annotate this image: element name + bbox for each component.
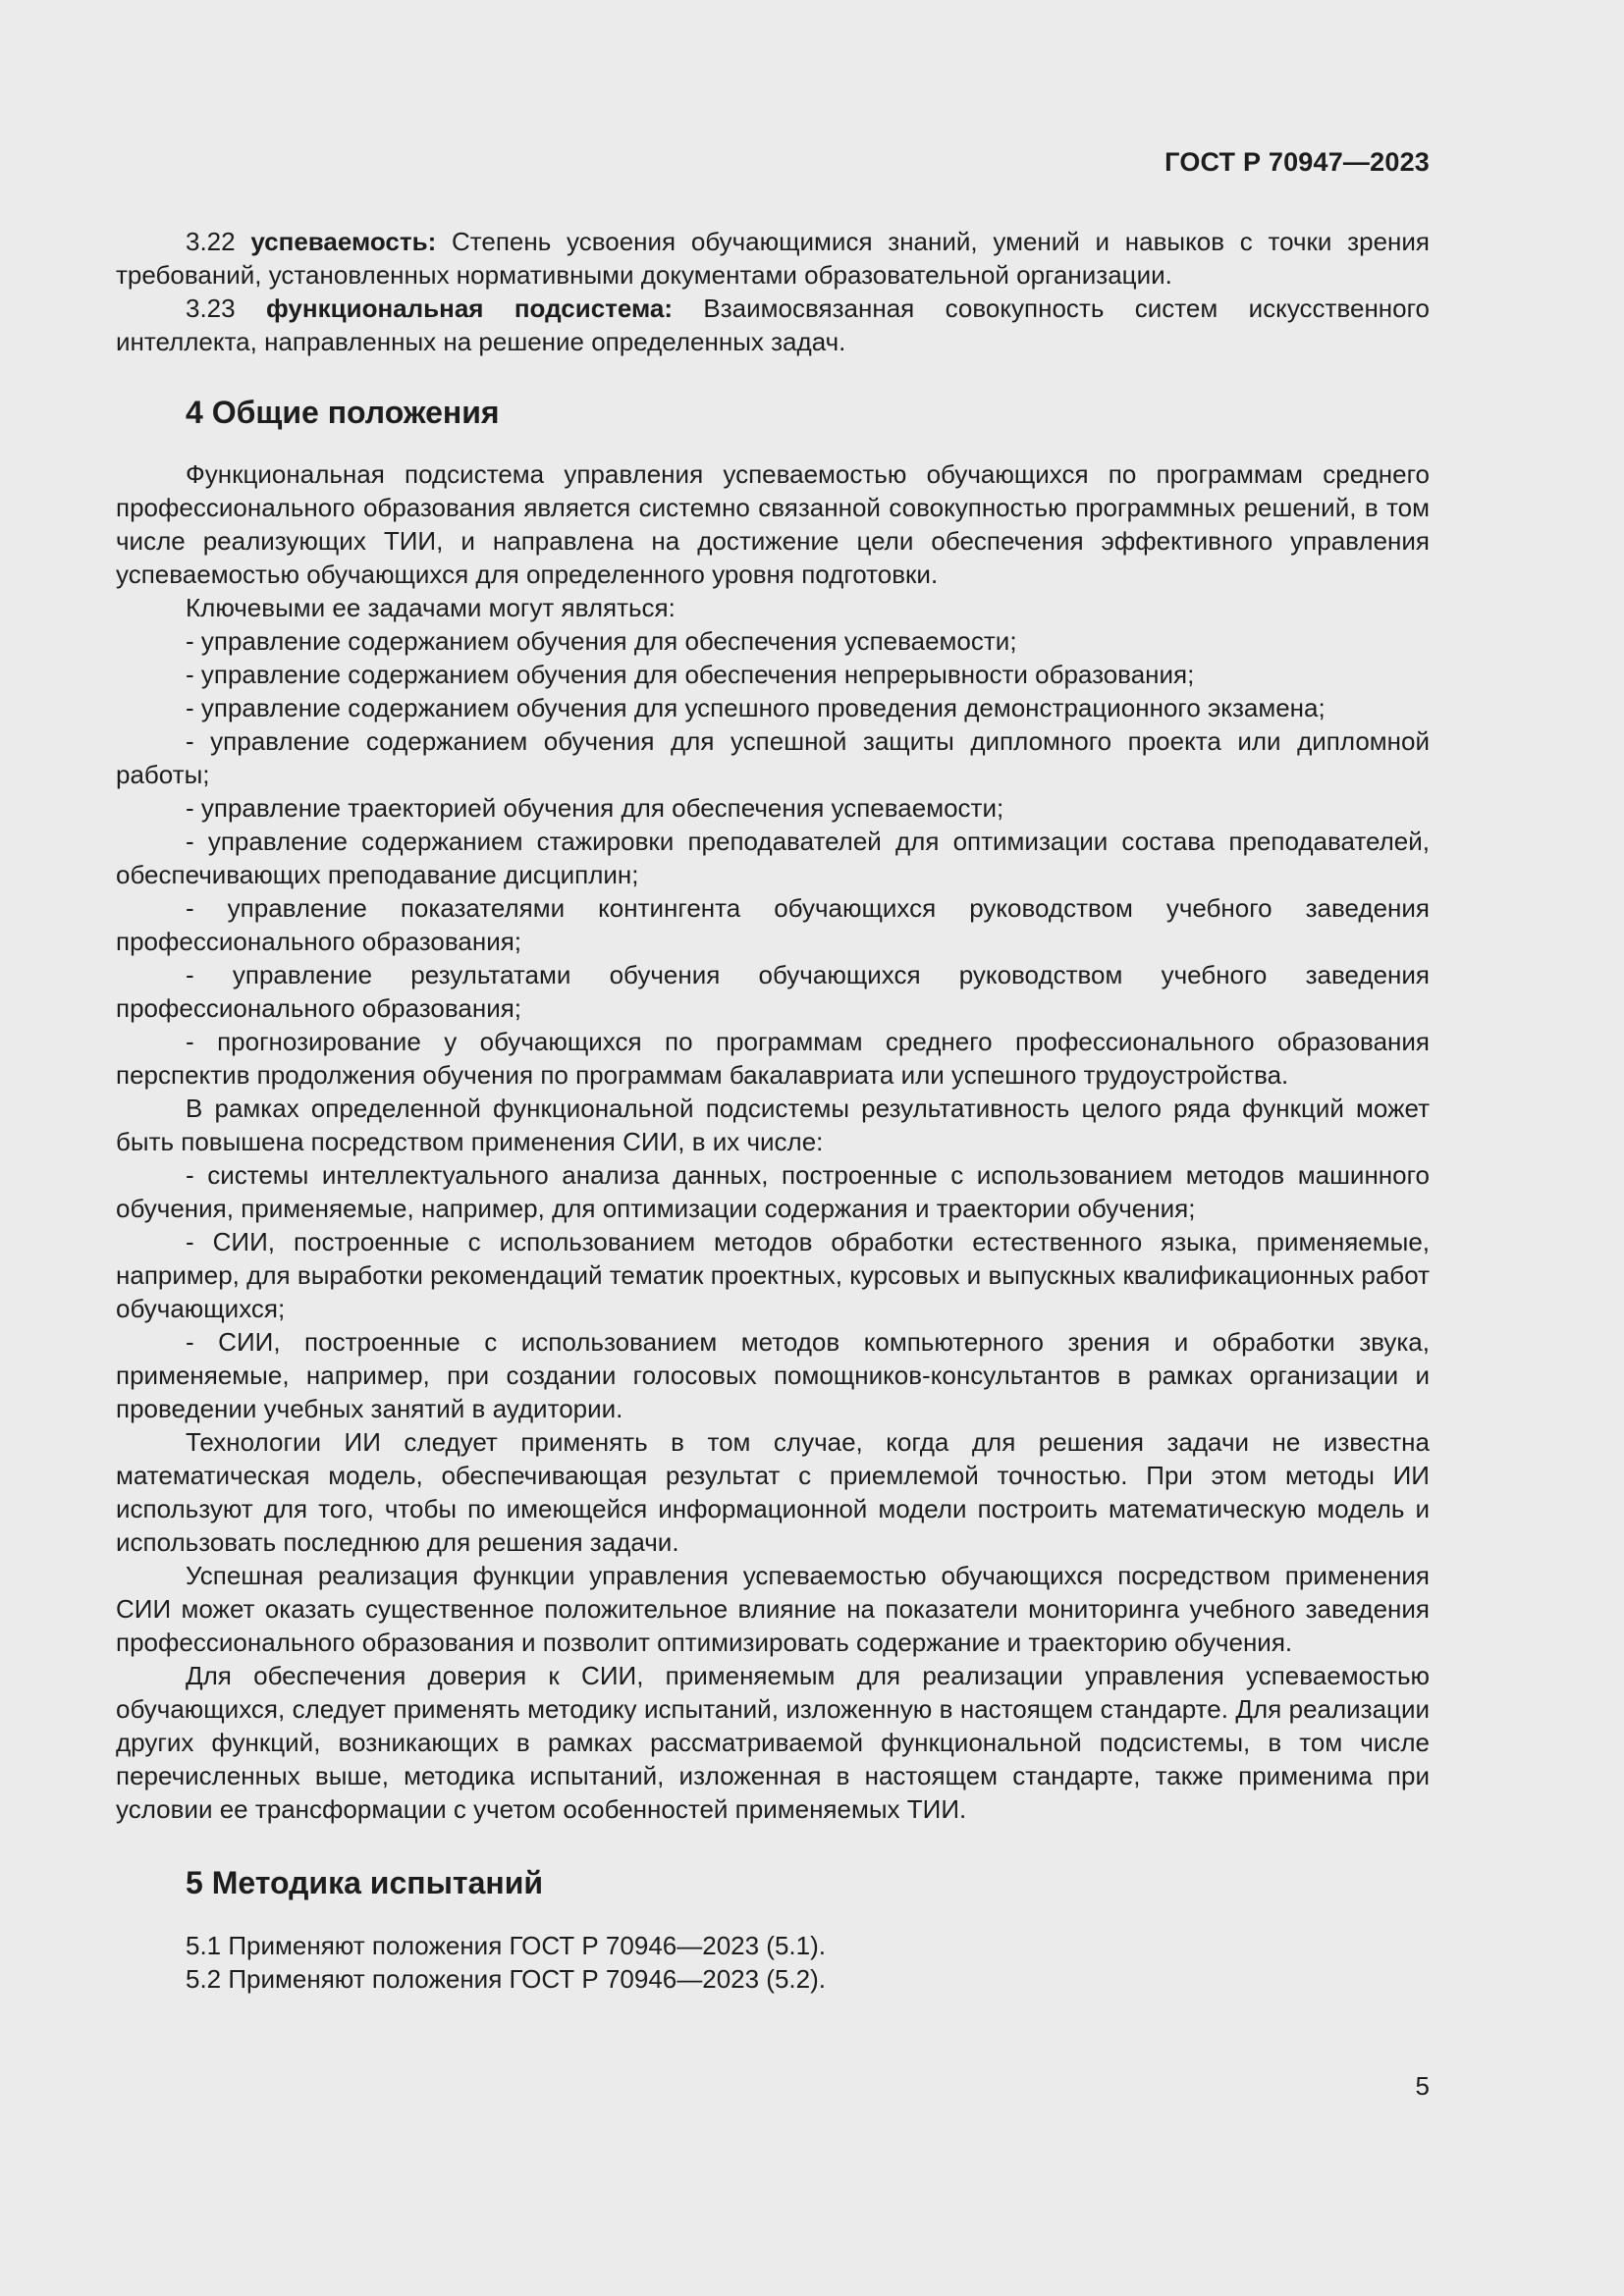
list-item: - СИИ, построенные с использованием методов обработки естественного языка, применяемые, например, для выработки рекомендаций тематик проектных, курсовых и выпускных квалификационных работ обучающихся; bbox=[116, 1227, 1430, 1323]
definition-text: Степень усвоения обучающимися знаний, умений и навыков с точки зрения требований, установленных нормативными документами образовательной организации. bbox=[116, 227, 1430, 290]
list-item: - СИИ, построенные с использованием методов компьютерного зрения и обработки звука, применяемые, например, при создании голосовых помощников-консультантов в рамках организации и проведении учебных занятий в аудитории. bbox=[116, 1327, 1430, 1423]
list-item: - управление траекторией обучения для обеспечения успеваемости; bbox=[186, 793, 1004, 823]
list-item: - управление содержанием обучения для успешного проведения демонстрационного экзамена; bbox=[186, 693, 1326, 722]
list-item: - прогнозирование у обучающихся по программам среднего профессионального образования перспектив продолжения обучения по программам бакалавриата или успешного трудоустройства. bbox=[116, 1027, 1430, 1090]
list-item: - управление содержанием стажировки преподавателей для оптимизации состава преподавателей, обеспечивающих преподавание дисциплин; bbox=[116, 827, 1430, 889]
list-item: - управление содержанием обучения для успешной защиты дипломного проекта или дипломной работы; bbox=[116, 726, 1430, 789]
definition-number: 3.23 bbox=[186, 294, 236, 323]
page-content bbox=[116, 225, 1430, 1996]
section-4-heading: 4 Общие положения bbox=[186, 395, 500, 430]
paragraph: Ключевыми ее задачами могут являться: bbox=[186, 593, 676, 622]
paragraph: Для обеспечения доверия к СИИ, применяемым для реализации управления успеваемостью обучающихся, следует применять методику испытаний, изложенную в настоящем стандарте. Для реализации других функций, возникающих в рамках рассматриваемой функциональной подсистемы, в том числе перечисленных выше, методика испытаний, изложенная в настоящем стандарте, также применима при условии ее трансформации с учетом особенностей применяемых ТИИ. bbox=[116, 1661, 1430, 1824]
definition-3-22 bbox=[116, 225, 1430, 292]
section-5-heading: 5 Методика испытаний bbox=[186, 1865, 544, 1900]
clause-5-1: 5.1 Применяют положения ГОСТ Р 70946—2023 (5.1). bbox=[186, 1931, 826, 1960]
definition-term: успеваемость: bbox=[250, 227, 437, 256]
definition-term: функциональная подсистема: bbox=[266, 294, 674, 323]
clause-5-2: 5.2 Применяют положения ГОСТ Р 70946—2023 (5.2). bbox=[186, 1964, 826, 1994]
paragraph: В рамках определенной функциональной подсистемы результативность целого ряда функций может быть повышена посредством применения СИИ, в их числе: bbox=[116, 1094, 1430, 1156]
list-item: - системы интеллектуального анализа данных, построенные с использованием методов машинного обучения, применяемые, например, для оптимизации содержания и траектории обучения; bbox=[116, 1160, 1430, 1223]
list-item: - управление результатами обучения обучающихся руководством учебного заведения профессионального образования; bbox=[116, 960, 1430, 1023]
definition-number: 3.22 bbox=[186, 227, 236, 256]
list-item: - управление показателями контингента обучающихся руководством учебного заведения профессионального образования; bbox=[116, 893, 1430, 956]
list-item: - управление содержанием обучения для обеспечения успеваемости; bbox=[186, 626, 1017, 656]
definition-text: Взаимосвязанная совокупность систем искусственного интеллекта, направленных на решение определенных задач. bbox=[116, 294, 1430, 356]
definition-3-23 bbox=[116, 292, 1430, 358]
paragraph: Технологии ИИ следует применять в том случае, когда для решения задачи не известна математическая модель, обеспечивающая результат с приемлемой точностью. При этом методы ИИ используют для того, чтобы по имеющейся информационной модели построить математическую модель и использовать последнюю для решения задачи. bbox=[116, 1427, 1430, 1557]
list-item: - управление содержанием обучения для обеспечения непрерывности образования; bbox=[186, 660, 1195, 689]
document-code: ГОСТ Р 70947—2023 bbox=[1164, 147, 1430, 177]
page-number: 5 bbox=[1415, 2071, 1430, 2101]
paragraph: Функциональная подсистема управления успеваемостью обучающихся по программам среднего профессионального образования является системно связанной совокупностью программных решений, в том числе реализующих ТИИ, и направлена на достижение цели обеспечения эффективного управления успеваемостью обучающихся для определенного уровня подготовки. bbox=[116, 459, 1430, 589]
paragraph: Успешная реализация функции управления успеваемостью обучающихся посредством применения СИИ может оказать существенное положительное влияние на показатели мониторинга учебного заведения профессионального образования и позволит оптимизировать содержание и траекторию обучения. bbox=[116, 1561, 1430, 1657]
